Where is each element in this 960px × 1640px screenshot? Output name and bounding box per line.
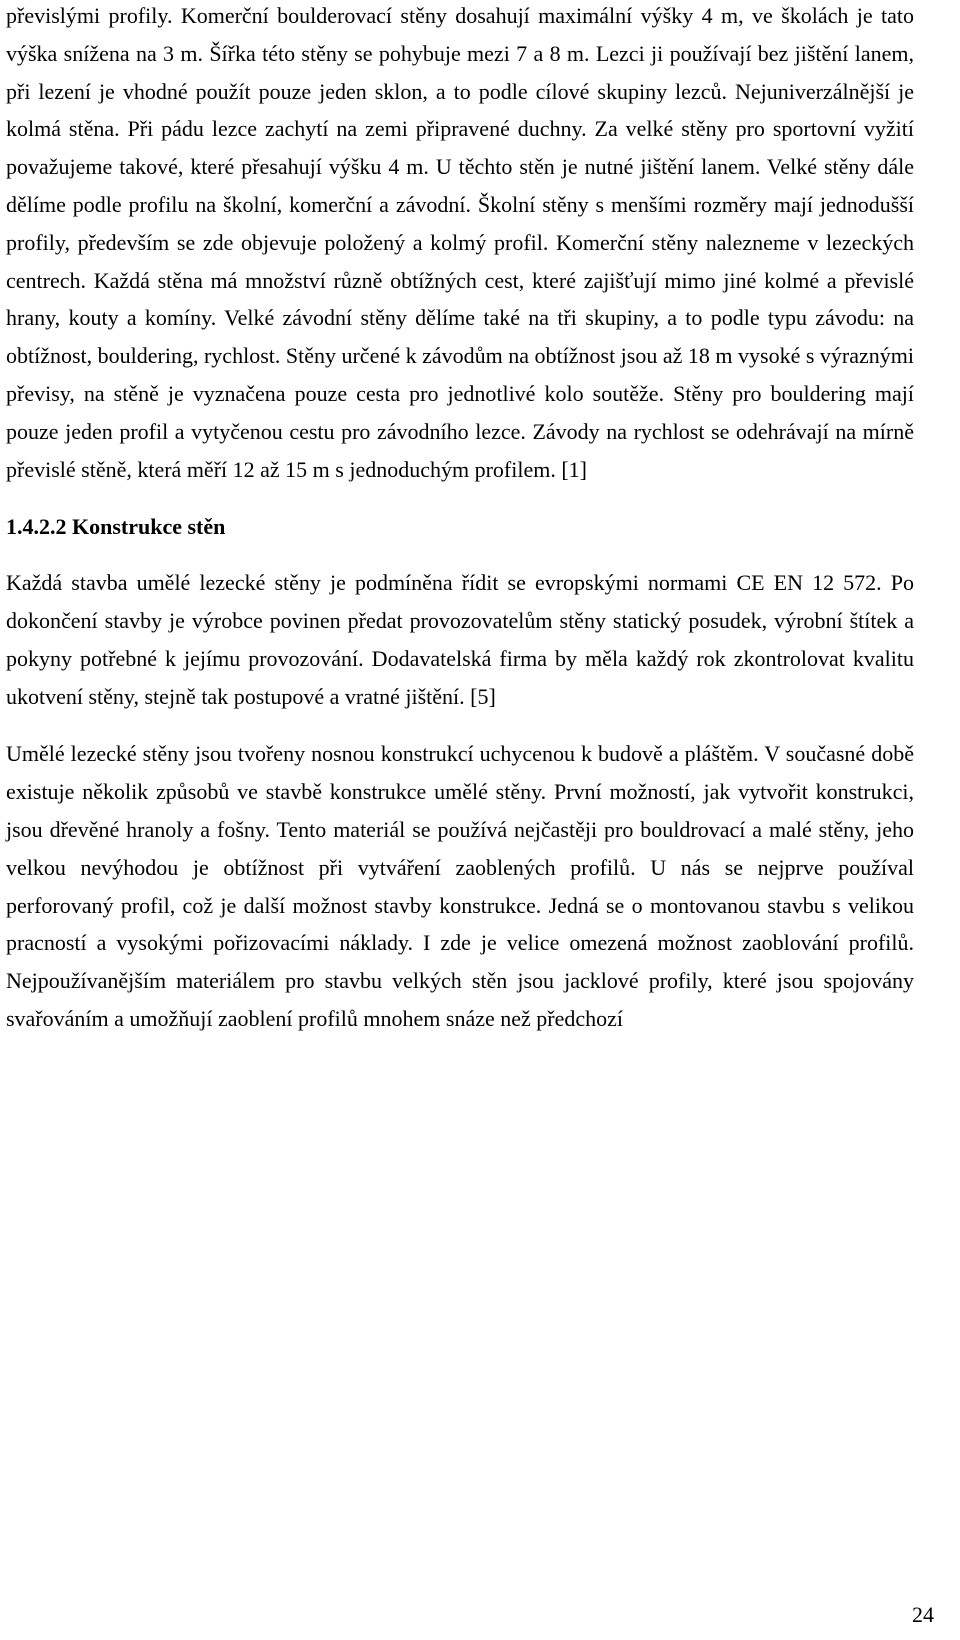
paragraph-norms: Každá stavba umělé lezecké stěny je podmíněna řídit se evropskými normami CE EN 12 572. Po dokončení stavby je výrobce povinen předat provozovatelům stěny statický posudek, výrobní štítek a pokyny potřebné k jejímu provozování. Dodavatelská firma by měla každý rok zkontrolovat kvalitu ukotvení stěny, stejně tak postupové a vratné jištění. [5] <box>6 570 914 709</box>
paragraph-climbing-wall-types: převislými profily. Komerční boulderovací stěny dosahují maximální výšky 4 m, ve školách je tato výška snížena na 3 m. Šířka této stěny se pohybuje mezi 7 a 8 m. Lezci ji používají bez jištění lanem, při lezení je vhodné použít pouze jeden sklon, a to podle cílové skupiny lezců. Nejuniverzálnější je kolmá stěna. Při pádu lezce zachytí na zemi připravené duchny. Za velké stěny pro sportovní vyžití považujeme takové, které přesahují výšku 4 m. U těchto stěn je nutné jištění lanem. Velké stěny dále dělíme podle profilu na školní, komerční a závodní. Školní stěny s menšími rozměry mají jednodušší profily, především se zde objevuje položený a kolmý profil. Komerční stěny nalezneme v lezeckých centrech. Každá stěna má množství různě obtížných cest, které zajišťují mimo jiné kolmé a převislé hrany, kouty a komíny. Velké závodní stěny dělíme také na tři skupiny, a to podle typu závodu: na obtížnost, bouldering, rychlost. Stěny určené k závodům na obtížnost jsou až 18 m vysoké s výraznými převisy, na stěně je vyznačena pouze cesta pro jednotlivé kolo soutěže. Stěny pro bouldering mají pouze jeden profil a vytyčenou cestu pro závodního lezce. Závody na rychlost se odehrávají na mírně převislé stěně, která měří 12 až 15 m s jednoduchým profilem. [1] <box>6 3 914 482</box>
page-number: 24 <box>912 1602 934 1627</box>
paragraph-construction: Umělé lezecké stěny jsou tvořeny nosnou konstrukcí uchycenou k budově a pláštěm. V současné době existuje několik způsobů ve stavbě konstrukce umělé stěny. První možností, jak vytvořit konstrukci, jsou dřevěné hranoly a fošny. Tento materiál se používá nejčastěji pro bouldrovací a malé stěny, jeho velkou nevýhodou je obtížnost při vytváření zaoblených profilů. U nás se nejprve používal perforovaný profil, což je další možnost stavby konstrukce. Jedná se o montovanou stavbu s velikou pracností a vysokými pořizovacími náklady. I zde je velice omezená možnost zaoblování profilů. Nejpoužívanějším materiálem pro stavbu velkých stěn jsou jacklové profily, které jsou spojovány svařováním a umožňují zaoblení profilů mnohem snáze než předchozí <box>6 741 914 1031</box>
section-heading: 1.4.2.2 Konstrukce stěn <box>6 514 226 540</box>
document-page <box>6 0 914 1038</box>
